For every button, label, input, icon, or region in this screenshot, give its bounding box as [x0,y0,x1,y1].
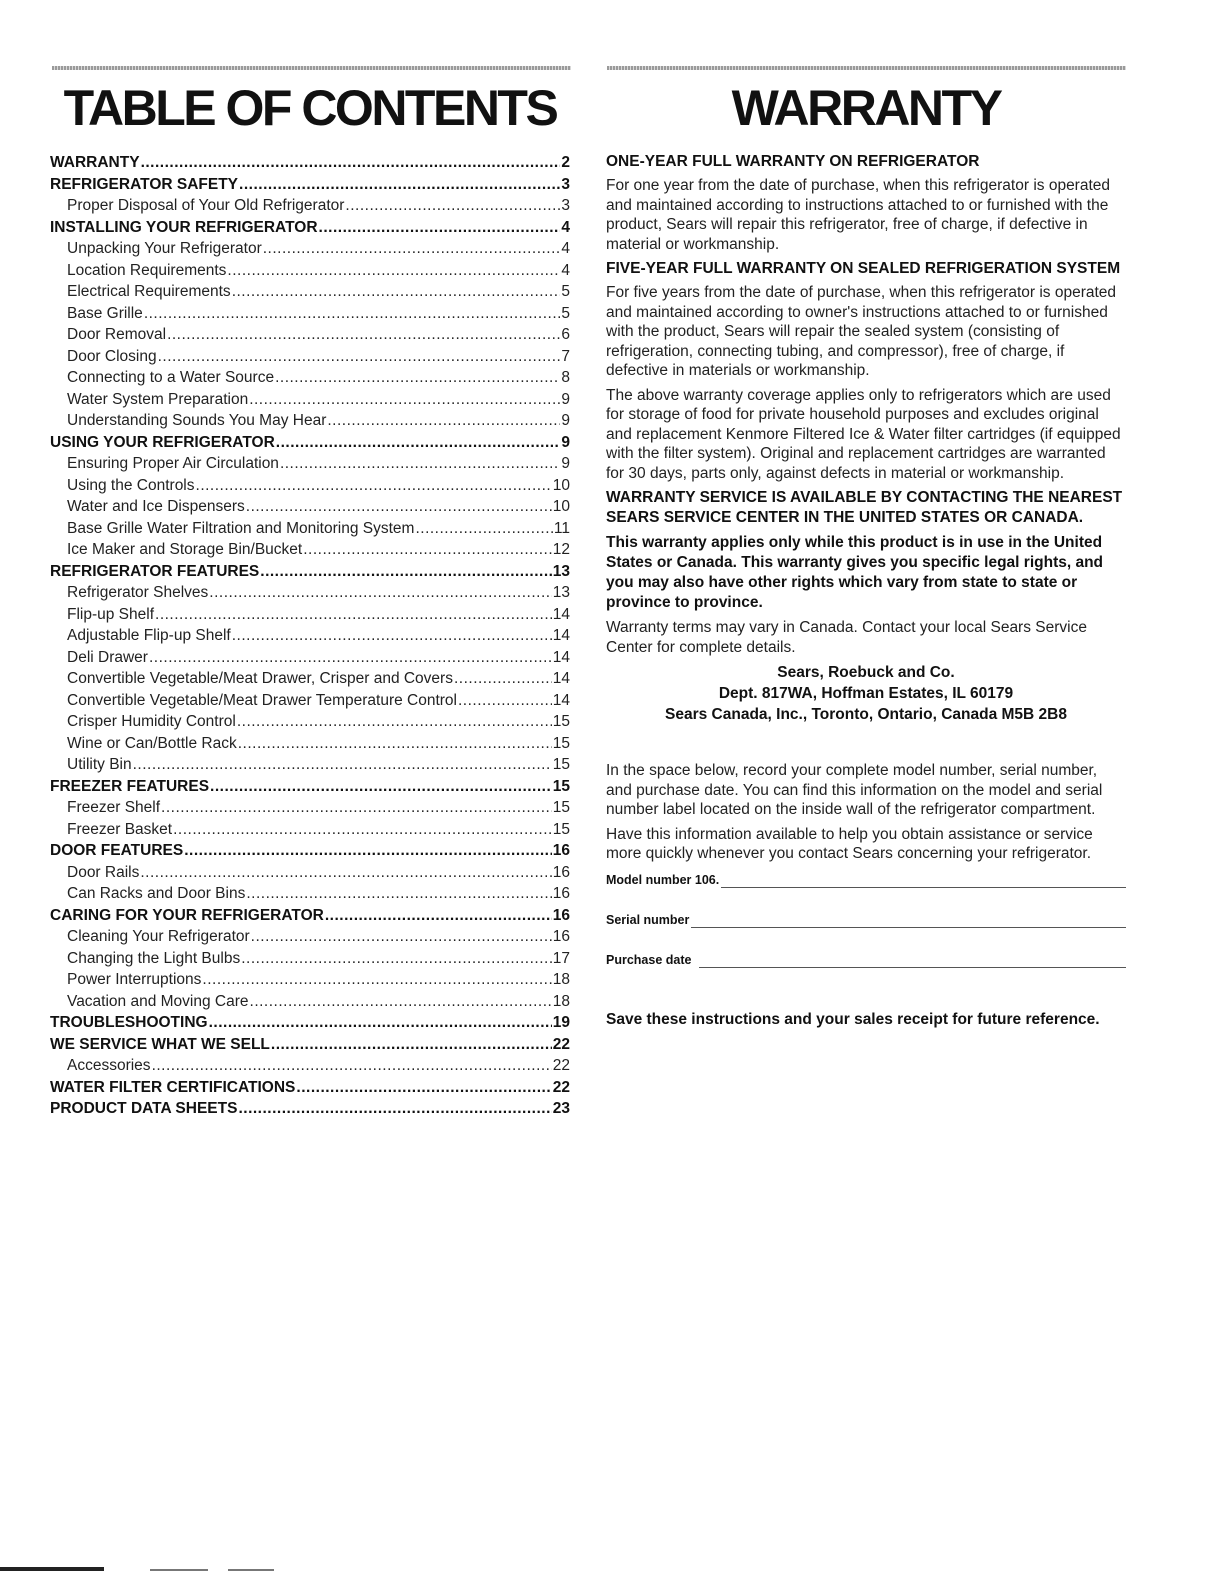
toc-leader-dots [227,260,560,282]
toc-leader-dots [140,862,551,884]
toc-entry-page: 22 [552,1035,570,1053]
toc-entry-label: Wine or Can/Bottle Rack [67,734,237,752]
toc-entry[interactable] [50,518,570,540]
toc-entry-page: 14 [552,605,570,623]
toc-entry-page: 10 [552,498,570,515]
purchase-date-line[interactable] [699,955,1126,968]
toc-entry[interactable] [50,625,570,647]
save-instructions-note: Save these instructions and your sales receipt for future reference. [606,1010,1100,1028]
toc-entry-page: 9 [561,455,570,472]
toc-entry-page: 17 [552,949,570,967]
toc-entry-label: WATER FILTER CERTIFICATIONS [50,1078,296,1096]
toc-leader-dots [296,1077,551,1099]
toc-entry-label: Changing the Light Bulbs [67,949,241,967]
toc-entry[interactable] [50,647,570,669]
toc-entry[interactable] [50,991,570,1013]
toc-entry-label: INSTALLING YOUR REFRIGERATOR [50,218,318,236]
toc-entry[interactable] [50,195,570,217]
toc-entry[interactable] [50,217,570,239]
toc-entry[interactable] [50,238,570,260]
toc-entry-label: Crisper Humidity Control [67,713,236,730]
toc-entry[interactable] [50,1012,570,1034]
toc-leader-dots [133,754,552,776]
toc-entry-label: Deli Drawer [67,648,148,666]
address-line-1: Sears, Roebuck and Co. [777,664,955,681]
toc-entry-page: 16 [552,863,570,881]
toc-leader-dots [232,281,561,303]
toc-entry-page: 5 [561,304,570,322]
toc-entry-label: Can Racks and Door Bins [67,885,246,902]
toc-entry[interactable] [50,1034,570,1056]
toc-leader-dots [173,819,552,841]
toc-entry-page: 6 [561,326,570,343]
toc-entry-page: 3 [561,175,570,193]
toc-entry[interactable] [50,453,570,475]
model-number-label: Model number 106. [606,872,720,887]
toc-entry[interactable] [50,969,570,991]
toc-leader-dots [237,711,552,733]
toc-entry-page: 15 [552,799,570,816]
toc-entry-label: Adjustable Flip-up Shelf [67,627,231,644]
toc-entry[interactable] [50,367,570,389]
toc-entry-page: 15 [552,734,570,752]
warranty-body [606,152,1126,1030]
toc-leader-dots [458,690,552,712]
toc-leader-dots [249,389,560,411]
right-top-rule [607,66,1126,70]
toc-leader-dots [454,668,552,690]
toc-list [50,152,570,1120]
model-number-field[interactable] [606,872,1126,888]
toc-leader-dots [271,1034,552,1056]
toc-entry-page: 7 [561,347,570,365]
address-line-3: Sears Canada, Inc., Toronto, Ontario, Canada M5B 2B8 [665,706,1067,723]
toc-entry[interactable] [50,883,570,905]
toc-entry-label: Utility Bin [67,756,132,773]
toc-entry-page: 11 [553,519,570,537]
toc-entry-page: 16 [552,906,570,924]
toc-entry[interactable] [50,840,570,862]
model-number-line[interactable] [721,875,1126,888]
toc-entry-page: 4 [561,261,570,279]
toc-entry-label: Connecting to a Water Source [67,369,275,386]
toc-leader-dots [184,840,552,862]
toc-entry-label: Electrical Requirements [67,283,231,300]
record-instructions: In the space below, record your complete model number, serial number, and purchase date. You can find this information on the model and serial number label located on the inside wall of the refrigerator compartment. [606,762,1103,818]
toc-entry[interactable] [50,432,570,454]
toc-entry-label: USING YOUR REFRIGERATOR [50,433,275,451]
toc-leader-dots [196,475,552,497]
footer-mark-mid [150,1569,208,1571]
toc-entry[interactable] [50,410,570,432]
toc-entry-label: DOOR FEATURES [50,842,184,859]
toc-entry-label: Using the Controls [67,476,195,494]
toc-leader-dots [251,926,552,948]
toc-entry[interactable] [50,539,570,561]
toc-entry-page: 9 [561,433,570,451]
toc-entry-page: 13 [552,584,570,601]
toc-entry-label: Water and Ice Dispensers [67,498,245,515]
toc-leader-dots [149,647,552,669]
toc-entry-page: 2 [561,154,570,171]
toc-leader-dots [275,367,560,389]
serial-number-line[interactable] [691,915,1126,928]
toc-entry-page: 18 [552,971,570,988]
toc-entry-label: Convertible Vegetable/Meat Drawer, Crisper and Covers [67,670,453,687]
toc-entry-label: Base Grille Water Filtration and Monitoring System [67,519,415,537]
toc-entry-page: 4 [561,218,570,236]
toc-entry-label: PRODUCT DATA SHEETS [50,1100,238,1117]
toc-entry[interactable] [50,604,570,626]
toc-entry-page: 15 [552,756,570,773]
toc-entry[interactable] [50,174,570,196]
address-line-2: Dept. 817WA, Hoffman Estates, IL 60179 [718,685,1014,702]
toc-entry[interactable] [50,668,570,690]
toc-entry-label: Door Closing [67,347,157,365]
toc-leader-dots [155,604,552,626]
toc-entry[interactable] [50,1098,570,1120]
toc-entry-page: 15 [552,820,570,838]
toc-leader-dots [325,905,552,927]
toc-entry-label: WE SERVICE WHAT WE SELL [50,1035,270,1053]
toc-entry[interactable] [50,926,570,948]
toc-leader-dots [209,1012,552,1034]
toc-entry-label: Base Grille [67,304,143,322]
toc-entry-label: Flip-up Shelf [67,605,155,623]
toc-entry-label: Vacation and Moving Care [67,992,249,1010]
toc-leader-dots [246,496,552,518]
toc-entry-label: Water System Preparation [67,390,249,408]
toc-entry-label: Cleaning Your Refrigerator [67,928,250,945]
toc-entry[interactable] [50,690,570,712]
toc-leader-dots [327,410,560,432]
toc-entry-page: 8 [561,369,570,386]
toc-entry-label: Location Requirements [67,261,227,279]
toc-entry-page: 10 [552,476,570,494]
toc-entry-page: 5 [561,283,570,300]
toc-entry-page: 13 [552,562,570,580]
toc-entry[interactable] [50,582,570,604]
toc-entry[interactable] [50,776,570,798]
toc-leader-dots [167,324,560,346]
toc-leader-dots [250,991,552,1013]
toc-entry-label: FREEZER FEATURES [50,777,210,795]
toc-entry-page: 9 [561,390,570,408]
toc-entry-page: 16 [552,842,570,859]
toc-entry[interactable] [50,862,570,884]
rights-notice: This warranty applies only while this product is in use in the United States or Canada. This warranty gives you specific legal rights, and you may also have other rights which vary from state to state or province to province. [606,534,1104,611]
toc-entry-page: 14 [552,648,570,666]
toc-leader-dots [303,539,552,561]
toc-entry-label: Ice Maker and Storage Bin/Bucket [67,541,303,558]
toc-entry-label: Proper Disposal of Your Old Refrigerator [67,197,345,214]
serial-number-label: Serial number [606,912,690,927]
toc-entry-label: Freezer Basket [67,820,173,838]
toc-entry[interactable] [50,711,570,733]
toc-leader-dots [144,303,561,325]
toc-entry-page: 14 [552,670,570,687]
toc-entry-page: 16 [552,885,570,902]
toc-entry[interactable] [50,281,570,303]
toc-entry-label: REFRIGERATOR FEATURES [50,562,260,580]
one-year-heading: ONE-YEAR FULL WARRANTY ON REFRIGERATOR [606,153,980,170]
toc-entry-label: Power Interruptions [67,971,202,988]
toc-entry[interactable] [50,152,570,174]
toc-entry-page: 12 [552,541,570,558]
toc-entry-page: 23 [552,1100,570,1117]
toc-entry[interactable] [50,260,570,282]
purchase-date-field[interactable] [606,952,1126,968]
toc-entry-label: CARING FOR YOUR REFRIGERATOR [50,906,324,924]
toc-entry[interactable] [50,1055,570,1077]
toc-leader-dots [238,1098,551,1120]
toc-leader-dots [202,969,551,991]
toc-leader-dots [260,561,551,583]
toc-leader-dots [161,797,552,819]
toc-leader-dots [345,195,560,217]
left-top-rule [52,66,571,70]
toc-leader-dots [141,152,561,174]
toc-leader-dots [280,453,560,475]
toc-leader-dots [152,1055,552,1077]
toc-entry[interactable] [50,389,570,411]
toc-leader-dots [210,776,552,798]
one-year-text: For one year from the date of purchase, when this refrigerator is operated and maintained according to instructions attached to or furnished with the product, Sears will repair this refrigerator, free of charge, if defective in material or workmanship. [606,177,1111,253]
toc-entry-page: 22 [552,1057,570,1074]
toc-entry-label: Freezer Shelf [67,799,161,816]
toc-entry[interactable] [50,754,570,776]
toc-entry[interactable] [50,733,570,755]
toc-title: TABLE OF CONTENTS [63,80,557,136]
toc-leader-dots [276,432,561,454]
toc-entry[interactable] [50,324,570,346]
toc-entry-label: Door Removal [67,326,167,343]
toc-leader-dots [415,518,552,540]
toc-entry-label: REFRIGERATOR SAFETY [50,175,239,193]
toc-leader-dots [263,238,561,260]
toc-entry[interactable] [50,819,570,841]
five-year-text: For five years from the date of purchase, when this refrigerator is operated and maintained according to owner's instructions attached to or furnished with the product, Sears will repair the sealed system (consisting of refrigeration, connecting tubing, and compressor), free of charge, if defective in materials or workmanship. [606,284,1117,379]
toc-entry-page: 19 [552,1014,570,1031]
serial-number-field[interactable] [606,912,1126,928]
toc-entry[interactable] [50,303,570,325]
assistance-text: Have this information available to help you obtain assistance or service more quickly whenever you contact Sears concerning your refrigerator. [606,825,1093,862]
toc-entry-label: Ensuring Proper Air Circulation [67,455,279,472]
toc-leader-dots [238,733,552,755]
toc-entry[interactable] [50,797,570,819]
service-notice: WARRANTY SERVICE IS AVAILABLE BY CONTACTING THE NEAREST SEARS SERVICE CENTER IN THE UNITED STATES OR CANADA. [606,489,1123,526]
purchase-date-label: Purchase date [606,952,692,967]
toc-entry-page: 18 [552,992,570,1010]
coverage-text: The above warranty coverage applies only to refrigerators which are used for storage of food for private household purposes and excludes original and replacement Kenmore Filtered Ice & Water filter cartridges (if equipped with the filter system). Original and replacement cartridges are warranted for 30 days, parts only, against defects in material or workmanship. [606,386,1121,482]
toc-leader-dots [246,883,551,905]
toc-entry-page: 9 [561,412,570,429]
toc-entry[interactable] [50,475,570,497]
toc-entry-label: Unpacking Your Refrigerator [67,240,262,257]
toc-entry-label: Accessories [67,1057,151,1074]
toc-leader-dots [232,625,552,647]
toc-entry-page: 22 [552,1078,570,1096]
footer-mark-right [228,1569,274,1571]
toc-entry[interactable] [50,1077,570,1099]
toc-entry-label: Refrigerator Shelves [67,584,209,601]
toc-entry[interactable] [50,496,570,518]
canada-note: Warranty terms may vary in Canada. Contact your local Sears Service Center for complete details. [606,619,1087,656]
toc-entry-page: 3 [561,197,570,214]
toc-entry-page: 16 [552,928,570,945]
toc-leader-dots [239,174,560,196]
toc-entry[interactable] [50,948,570,970]
toc-entry-label: WARRANTY [50,154,140,171]
toc-leader-dots [319,217,561,239]
toc-entry[interactable] [50,905,570,927]
toc-entry-page: 15 [552,713,570,730]
warranty-title: WARRANTY [731,80,1001,136]
toc-entry[interactable] [50,346,570,368]
toc-entry-page: 15 [552,777,570,795]
toc-entry-label: Door Rails [67,863,140,881]
footer-mark-left [0,1567,104,1571]
five-year-heading: FIVE-YEAR FULL WARRANTY ON SEALED REFRIGERATION SYSTEM [606,260,1121,277]
toc-entry-page: 14 [552,627,570,644]
toc-entry-label: Convertible Vegetable/Meat Drawer Temperature Control [67,691,457,709]
toc-entry-page: 4 [561,240,570,257]
toc-leader-dots [241,948,552,970]
toc-leader-dots [158,346,561,368]
toc-entry[interactable] [50,561,570,583]
toc-entry-page: 14 [552,691,570,709]
toc-leader-dots [209,582,551,604]
toc-entry-label: TROUBLESHOOTING [50,1014,208,1031]
toc-entry-label: Understanding Sounds You May Hear [67,412,327,429]
